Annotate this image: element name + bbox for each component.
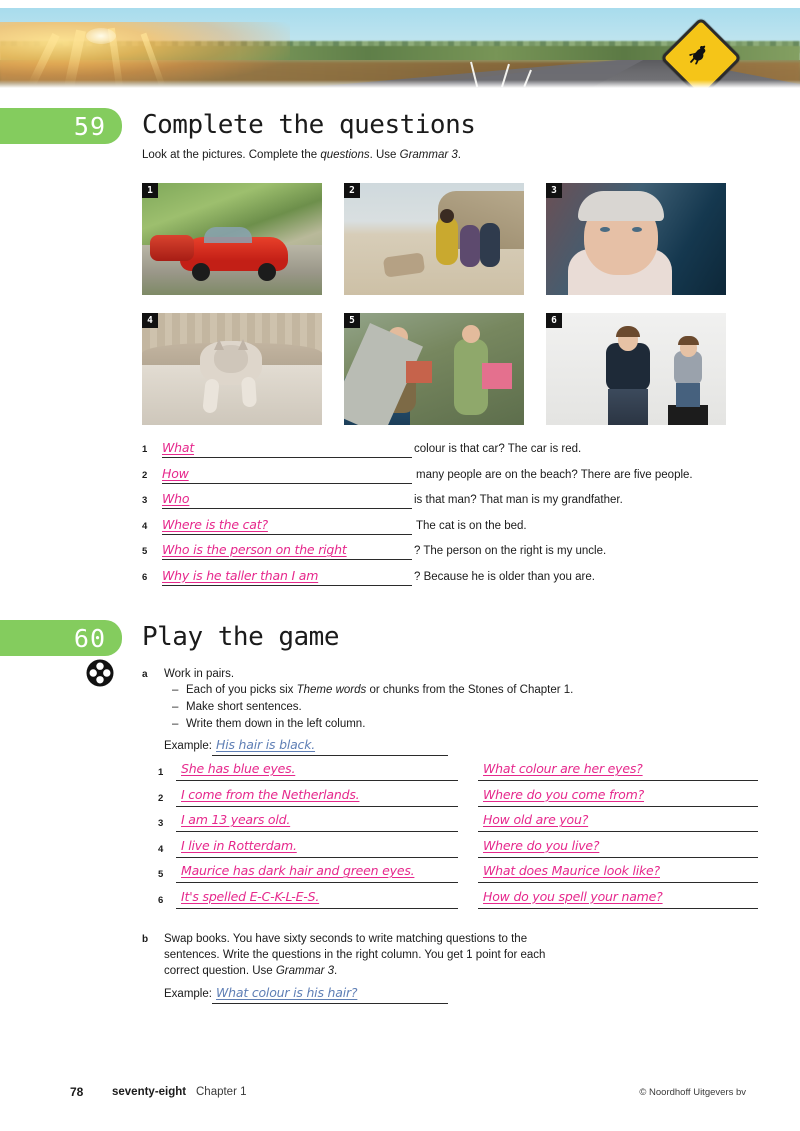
part-b-line-2: sentences. Write the questions in the right column. You get 1 point for each	[164, 949, 546, 961]
sentence-blank[interactable]	[176, 864, 458, 883]
part-a-lead: Work in pairs.	[164, 668, 235, 680]
question-blank[interactable]	[478, 839, 758, 858]
picture-1	[142, 183, 322, 295]
man-hair	[578, 191, 664, 221]
wooden-box	[668, 405, 708, 425]
second-red-car	[150, 235, 194, 261]
man-eye	[600, 227, 610, 232]
question-number: 6	[142, 571, 148, 583]
footer-copyright: © Noordhoff Uitgevers bv	[639, 1087, 746, 1098]
question-row	[142, 466, 742, 487]
handwritten-question: Where do you live?	[483, 837, 600, 853]
row-number: 3	[158, 818, 164, 829]
page-footer	[0, 1085, 800, 1105]
footer-page-number: 78	[70, 1085, 84, 1099]
handwritten-question: How old are you?	[483, 812, 589, 827]
part-b-grammar-ref: Grammar 3	[275, 965, 335, 977]
person-jacket	[436, 217, 458, 265]
bullet-dash: –	[172, 701, 179, 713]
part-b-text: .	[334, 965, 338, 977]
picture-number-2: 2	[344, 183, 360, 198]
sentence-blank[interactable]	[176, 762, 458, 781]
header-banner-image	[0, 8, 800, 88]
row-number: 5	[158, 869, 164, 880]
row-number: 1	[158, 767, 164, 778]
game-answer-row	[158, 839, 758, 865]
answer-blank[interactable]	[162, 568, 412, 586]
game-ball-icon	[85, 658, 115, 688]
man-eye	[632, 227, 642, 232]
question-number: 2	[142, 469, 148, 481]
handwritten-question: Where do you come from?	[483, 786, 645, 802]
question-blank[interactable]	[478, 788, 758, 807]
exercise-intro-59	[142, 149, 461, 161]
question-blank[interactable]	[478, 890, 758, 909]
footer-chapter: Chapter 1	[196, 1086, 247, 1098]
handwritten-answer: Who	[162, 491, 190, 506]
part-a-label: a	[142, 669, 148, 680]
exercise-title-59: Complete the questions	[142, 110, 476, 140]
answer-blank[interactable]	[162, 440, 412, 458]
car-wheel	[192, 263, 210, 281]
question-number: 5	[142, 546, 148, 557]
question-tail-text: The cat is on the bed.	[416, 519, 527, 532]
bullet-text: Each of you picks six	[186, 684, 297, 696]
car-windshield	[204, 227, 252, 243]
exercise-number-badge-60	[0, 620, 122, 656]
handwritten-answer: Who is the person on the right	[162, 542, 347, 557]
sentence-blank[interactable]	[176, 839, 458, 858]
handwritten-answer: Why is he taller than I am	[162, 567, 319, 583]
example-blank-a[interactable]	[212, 739, 448, 756]
intro-text: .	[457, 149, 461, 161]
handwritten-question: How do you spell your name?	[483, 888, 663, 904]
example-answer-a: His hair is black.	[216, 737, 316, 752]
cat-paw	[241, 377, 257, 408]
part-b-line-3	[164, 965, 337, 977]
exercise-number-60: 60	[73, 624, 106, 653]
question-tail-text: many people are on the beach? There are five people.	[416, 468, 693, 481]
picture-5	[344, 313, 524, 425]
sentence-blank[interactable]	[176, 813, 458, 832]
banner-sun	[86, 28, 116, 44]
intro-emphasis: questions	[320, 149, 370, 161]
handwritten-answer: Where is the cat?	[162, 516, 268, 532]
handwritten-sentence: It's spelled E-C-K-L-E-S.	[181, 888, 320, 904]
answer-blank[interactable]	[162, 491, 412, 509]
picture-number-4: 4	[142, 313, 158, 328]
row-number: 6	[158, 894, 164, 906]
question-number: 3	[142, 495, 148, 506]
handwritten-sentence: Maurice has dark hair and green eyes.	[181, 863, 415, 878]
person-jacket	[480, 223, 500, 267]
picture-6	[546, 313, 726, 425]
picture-number-1: 1	[142, 183, 158, 198]
banner-bottom-fade	[0, 80, 800, 88]
picture-number-5: 5	[344, 313, 360, 328]
gift-box	[406, 361, 432, 383]
question-row	[142, 568, 742, 589]
row-number: 2	[158, 792, 164, 804]
handwritten-sentence: I come from the Netherlands.	[181, 786, 360, 802]
boy-hair	[678, 336, 699, 345]
question-tail-text: colour is that car? The car is red.	[414, 443, 582, 455]
question-row	[142, 440, 742, 461]
question-tail-text: is that man? That man is my grandfather.	[414, 494, 623, 506]
example-blank-b[interactable]	[212, 987, 448, 1004]
exercise-number-badge-59	[0, 108, 122, 144]
game-answer-row	[158, 762, 758, 788]
picture-number-3: 3	[546, 183, 562, 198]
question-number: 4	[142, 520, 148, 532]
gift-box	[482, 363, 512, 389]
person-head	[462, 325, 480, 343]
example-label-b: Example:	[164, 988, 212, 1000]
sentence-blank[interactable]	[176, 788, 458, 807]
person-jacket	[460, 225, 480, 267]
footer-page-word: seventy-eight	[112, 1086, 187, 1098]
bullet-item-3: Write them down in the left column.	[186, 718, 366, 730]
intro-text: Look at the pictures. Complete the	[142, 149, 321, 161]
bullet-dash: –	[172, 684, 179, 696]
part-b-line-1: Swap books. You have sixty seconds to write matching questions to the	[164, 933, 528, 945]
picture-number-6: 6	[546, 313, 562, 328]
question-row	[142, 491, 742, 512]
question-row	[142, 542, 742, 563]
row-number: 4	[158, 843, 164, 855]
intro-grammar-ref: Grammar 3	[399, 149, 458, 161]
handwritten-sentence: I live in Rotterdam.	[181, 837, 297, 853]
kangaroo-icon	[686, 44, 710, 66]
bullet-dash: –	[172, 718, 179, 730]
part-b-label: b	[142, 934, 149, 945]
exercise-title-60: Play the game	[142, 622, 339, 652]
car-wheel	[258, 263, 276, 281]
answer-blank[interactable]	[162, 517, 412, 535]
bullet-item-1	[186, 684, 573, 696]
handwritten-sentence: I am 13 years old.	[181, 812, 291, 827]
handwritten-sentence: She has blue eyes.	[181, 761, 296, 776]
sentence-blank[interactable]	[176, 890, 458, 909]
question-row	[142, 517, 742, 538]
question-tail-text: ? The person on the right is my uncle.	[414, 545, 607, 557]
part-b-text: correct question. Use	[164, 965, 276, 977]
person-head	[440, 209, 454, 223]
handwritten-answer: How	[162, 465, 189, 481]
game-answer-row	[158, 890, 758, 916]
bullet-text: or chunks from the Stones of Chapter 1.	[366, 684, 574, 696]
game-answer-row	[158, 864, 758, 890]
handwritten-question: What colour are her eyes?	[483, 761, 643, 776]
example-answer-b: What colour is his hair?	[216, 985, 358, 1000]
question-blank[interactable]	[478, 813, 758, 832]
boy-jeans	[676, 383, 700, 407]
game-answer-row	[158, 788, 758, 814]
picture-4	[142, 313, 322, 425]
picture-3	[546, 183, 726, 295]
handwritten-question: What does Maurice look like?	[483, 863, 660, 878]
bullet-item-2: Make short sentences.	[186, 701, 302, 713]
question-number: 1	[142, 444, 148, 455]
example-label-a: Example:	[164, 740, 212, 752]
intro-text: . Use	[369, 149, 400, 161]
picture-2	[344, 183, 524, 295]
exercise-number-59: 59	[73, 112, 106, 141]
question-blank[interactable]	[478, 864, 758, 883]
answer-blank[interactable]	[162, 466, 412, 484]
answer-blank[interactable]	[162, 542, 412, 560]
question-blank[interactable]	[478, 762, 758, 781]
bullet-emphasis: Theme words	[296, 684, 367, 696]
question-tail-text: ? Because he is older than you are.	[414, 570, 595, 583]
man-jeans	[608, 389, 648, 425]
game-answer-row	[158, 813, 758, 839]
handwritten-answer: What	[162, 440, 195, 455]
